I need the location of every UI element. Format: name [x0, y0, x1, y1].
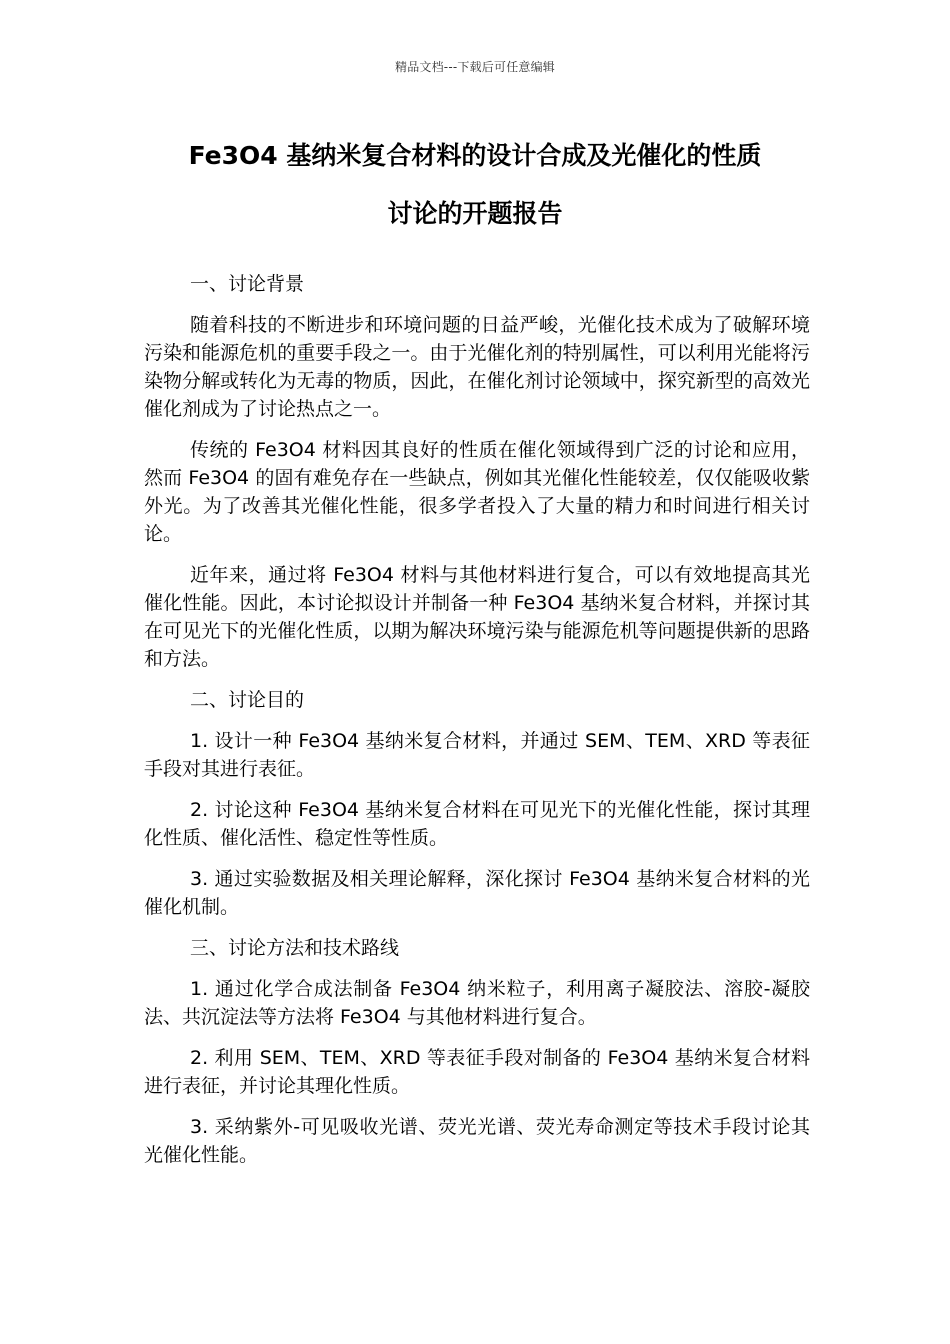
list-item: 3. 采纳紫外-可见吸收光谱、荧光光谱、荧光寿命测定等技术手段讨论其光催化性能。 [144, 1116, 810, 1166]
document-title-line-2: 讨论的开题报告 [387, 199, 563, 228]
list-item: 3. 通过实验数据及相关理论解释，深化探讨 Fe3O4 基纳米复合材料的光催化机制。 [144, 868, 810, 918]
list-item: 1. 设计一种 Fe3O4 基纳米复合材料，并通过 SEM、TEM、XRD 等表征手段对其进行表征。 [144, 730, 810, 780]
section-heading-methods: 三、讨论方法和技术路线 [190, 937, 400, 959]
page-header: 精品文档---下载后可任意编辑 [395, 60, 555, 74]
section-heading-purpose: 二、讨论目的 [190, 689, 305, 711]
document-body [144, 270, 810, 1182]
document-title-line-1: Fe3O4 基纳米复合材料的设计合成及光催化的性质 [188, 141, 762, 170]
paragraph: 近年来，通过将 Fe3O4 材料与其他材料进行复合，可以有效地提高其光催化性能。因此，本讨论拟设计并制备一种 Fe3O4 基纳米复合材料，并探讨其在可见光下的光催化性质，以期为解决环境污染与能源危机等问题提供新的思路和方法。 [144, 564, 810, 670]
list-item: 1. 通过化学合成法制备 Fe3O4 纳米粒子，利用离子凝胶法、溶胶-凝胶法、共沉淀法等方法将 Fe3O4 与其他材料进行复合。 [144, 978, 810, 1028]
list-item: 2. 利用 SEM、TEM、XRD 等表征手段对制备的 Fe3O4 基纳米复合材料进行表征，并讨论其理化性质。 [144, 1047, 810, 1097]
paragraph: 传统的 Fe3O4 材料因其良好的性质在催化领域得到广泛的讨论和应用，然而 Fe3O4 的固有难免存在一些缺点，例如其光催化性能较差，仅仅能吸收紫外光。为了改善其光催化性能，很多学者投入了大量的精力和时间进行相关讨论。 [144, 439, 810, 545]
list-item: 2. 讨论这种 Fe3O4 基纳米复合材料在可见光下的光催化性能，探讨其理化性质、催化活性、稳定性等性质。 [144, 799, 810, 849]
paragraph: 随着科技的不断进步和环境问题的日益严峻，光催化技术成为了破解环境污染和能源危机的重要手段之一。由于光催化剂的特别属性，可以利用光能将污染物分解或转化为无毒的物质，因此，在催化剂讨论领域中，探究新型的高效光催化剂成为了讨论热点之一。 [144, 314, 810, 420]
section-heading-background: 一、讨论背景 [190, 273, 305, 295]
